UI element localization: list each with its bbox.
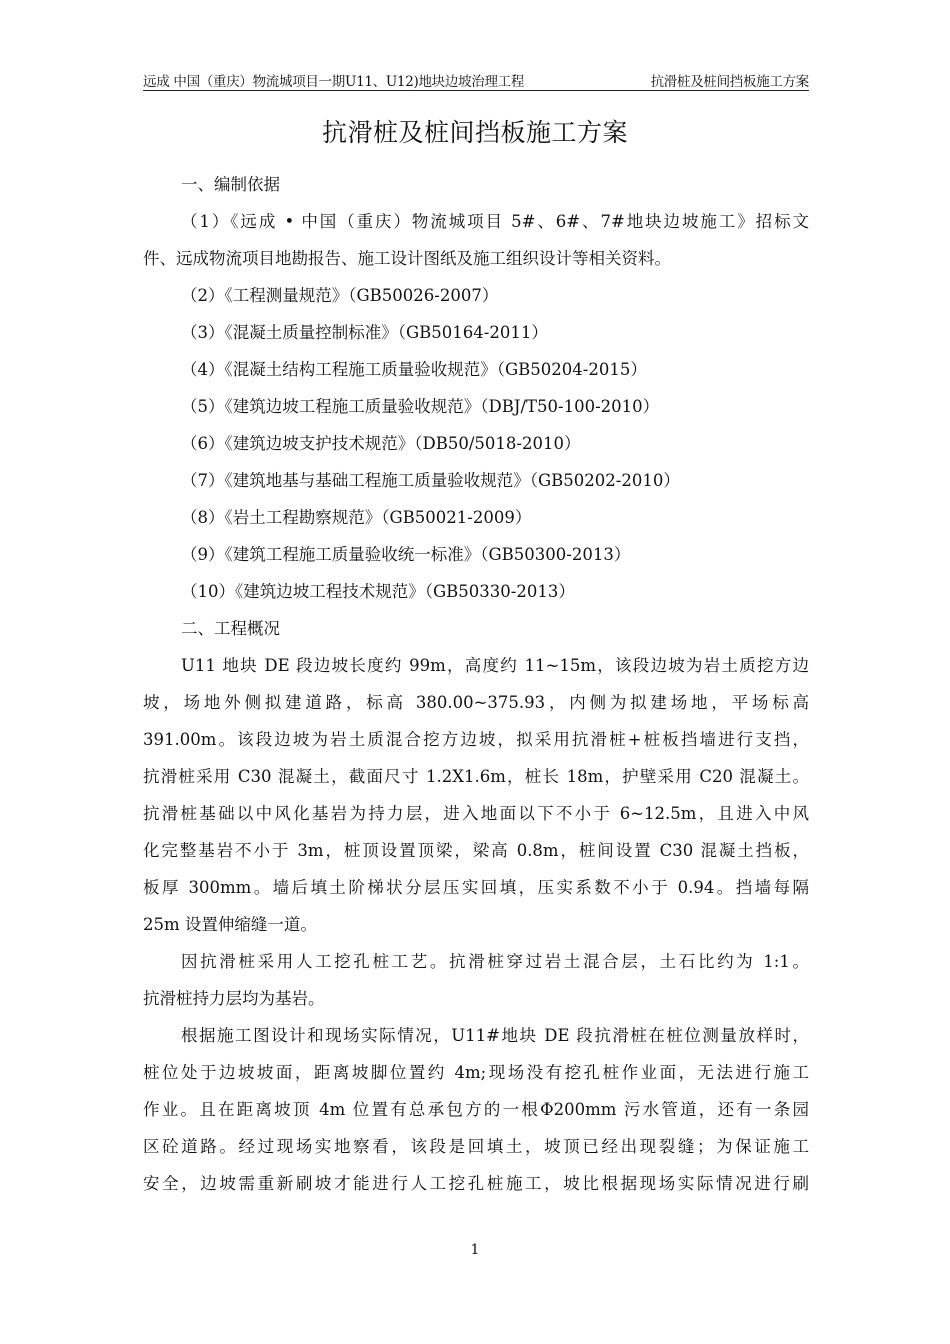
text-line: （9）《建筑工程施工质量验收统一标准》（GB50300-2013） <box>181 545 631 564</box>
text-line: （1）《远成 • 中国（重庆）物流城项目 5#、6#、7#地块边坡施工》招标文 <box>181 212 809 231</box>
text-line: 一、编制依据 <box>181 175 280 194</box>
text-line: （7）《建筑地基与基础工程施工质量验收规范》（GB50202-2010） <box>181 471 680 490</box>
header-document-name: 抗滑桩及桩间挡板施工方案 <box>650 74 809 90</box>
text-line: 二、工程概况 <box>181 619 280 638</box>
text-line: 抗滑桩基础以中风化基岩为持力层，进入地面以下不小于 6~12.5m，且进入中风 <box>143 804 809 823</box>
text-line: 化完整基岩不小于 3m，桩顶设置顶梁，梁高 0.8m，桩间设置 C30 混凝土挡板， <box>143 841 809 860</box>
text-line: （10）《建筑边坡工程技术规范》（GB50330-2013） <box>181 582 575 601</box>
text-line: 坡，场地外侧拟建道路，标高 380.00~375.93，内侧为拟建场地，平场标高 <box>143 693 809 712</box>
document-body <box>143 166 809 1202</box>
text-line: （8）《岩土工程勘察规范》（GB50021-2009） <box>181 508 532 527</box>
text-line: （6）《建筑边坡支护技术规范》（DB50/5018-2010） <box>181 434 581 453</box>
text-line: 抗滑桩持力层均为基岩。 <box>143 989 325 1008</box>
text-line: 安全，边坡需重新刷坡才能进行人工挖孔桩施工，坡比根据现场实际情况进行刷 <box>143 1174 809 1193</box>
text-line: （2）《工程测量规范》（GB50026-2007） <box>181 286 499 305</box>
text-line: 25m 设置伸缩缝一道。 <box>143 915 317 934</box>
page-number: 1 <box>470 1242 480 1258</box>
text-line: 板厚 300mm。墙后填土阶梯状分层压实回填，压实系数不小于 0.94。挡墙每隔 <box>143 878 809 897</box>
text-line: U11 地块 DE 段边坡长度约 99m，高度约 11~15m，该段边坡为岩土质挖方边 <box>181 656 809 675</box>
text-line: 因抗滑桩采用人工挖孔桩工艺。抗滑桩穿过岩土混合层，土石比约为 1:1。 <box>181 952 809 971</box>
text-line: 抗滑桩采用 C30 混凝土，截面尺寸 1.2X1.6m，桩长 18m，护壁采用 C20 混凝土。 <box>143 767 809 786</box>
text-line: 391.00m。该段边坡为岩土质混合挖方边坡，拟采用抗滑桩+桩板挡墙进行支挡， <box>143 730 809 749</box>
text-line: （4）《混凝土结构工程施工质量验收规范》（GB50204-2015） <box>181 360 647 379</box>
page-header <box>143 70 809 91</box>
text-line: 区砼道路。经过现场实地察看，该段是回填土，坡顶已经出现裂缝；为保证施工 <box>143 1137 809 1156</box>
text-line: 桩位处于边坡坡面，距离坡脚位置约 4m;现场没有挖孔桩作业面，无法进行施工 <box>143 1063 809 1082</box>
text-line: （5）《建筑边坡工程施工质量验收规范》（DBJ/T50-100-2010） <box>181 397 660 416</box>
text-line: 作业。且在距离坡顶 4m 位置有总承包方的一根Φ200mm 污水管道，还有一条园 <box>143 1100 809 1119</box>
text-line: 件、远成物流项目地勘报告、施工设计图纸及施工组织设计等相关资料。 <box>143 249 671 268</box>
header-project-name: 远成 中国（重庆）物流城项目一期U11、U12)地块边坡治理工程 <box>143 74 525 90</box>
text-line: 根据施工图设计和现场实际情况，U11#地块 DE 段抗滑桩在桩位测量放样时， <box>181 1026 809 1045</box>
text-line: （3）《混凝土质量控制标准》（GB50164-2011） <box>181 323 548 342</box>
document-title: 抗滑桩及桩间挡板施工方案 <box>321 118 628 147</box>
